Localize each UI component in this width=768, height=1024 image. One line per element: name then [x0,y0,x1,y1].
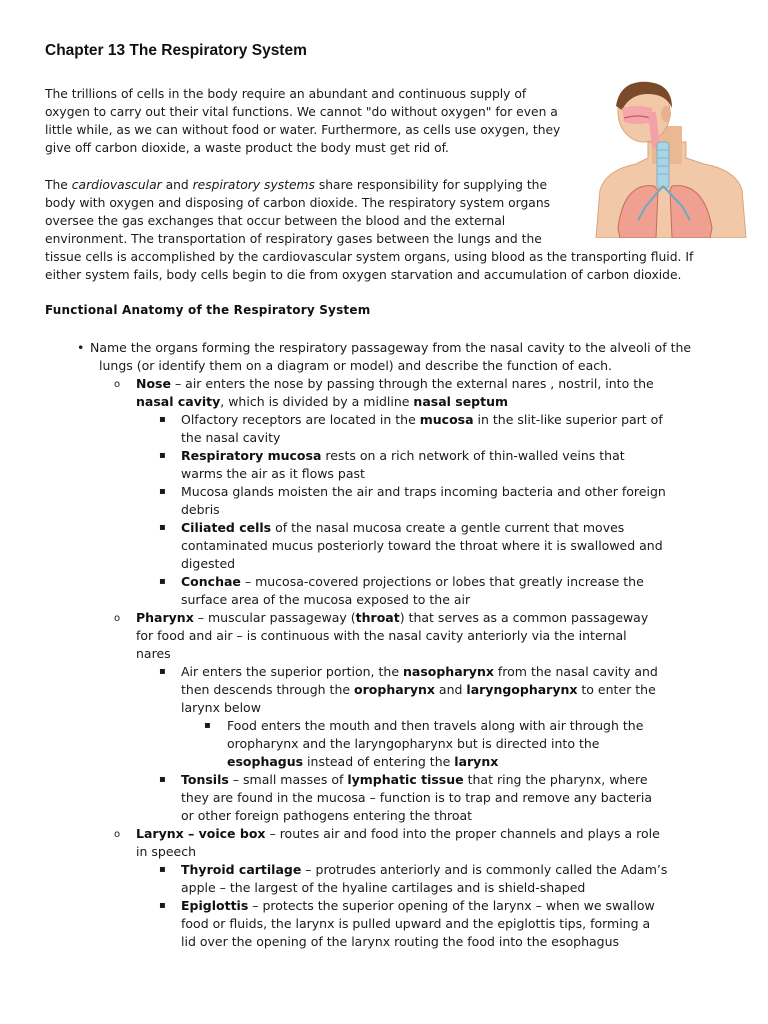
text-line: oversee the gas exchanges that occur between the blood and the external [45,214,506,228]
square-bullet-icon: ▪ [159,900,166,911]
list-item: ▪ Thyroid cartilage – protrudes anteriorly and is commonly called the Adam’s apple – the largest of the hyaline cartilages and is shield-shaped [159,862,668,895]
text-line: give off carbon dioxide, a waste product the body must get rid of. [45,141,449,155]
list-item: ▪ Air enters the superior portion, the nasopharynx from the nasal cavity and then descends through the oropharynx and laryngopharynx to enter the larynx below [159,664,658,715]
text-line: tissue cells is accomplished by the cardiovascular system organs, using blood as the transporting fluid. If [45,250,694,264]
square-bullet-icon: ▪ [159,414,166,425]
square-bullet-icon: ▪ [159,666,166,677]
square-bullet-icon: ▪ [159,522,166,533]
section-heading: Functional Anatomy of the Respiratory System [45,303,371,317]
list-item: ▪ Food enters the mouth and then travels along with air through the oropharynx and the laryngopharynx but is directed into the esophagus instead of entering the larynx [204,718,644,769]
text-line: either system fails, body cells begin to die from oxygen starvation and accumulation of carbon dioxide. [45,268,682,282]
outline-list [0,339,768,951]
text-line: body with oxygen and disposing of carbon dioxide. The respiratory system organs [45,196,551,210]
bullet-icon: • [77,340,85,355]
systems-paragraph [45,176,745,284]
text-line: environment. The transportation of respiratory gases between the lungs and the [45,232,542,246]
list-item: ▪ Tonsils – small masses of lymphatic tissue that ring the pharynx, where they are found in the mucosa – function is to trap and remove any bacteria or other foreign pathogens entering the throat [159,772,653,823]
text-line: The cardiovascular and respiratory systems share responsibility for supplying the [45,178,548,192]
list-item: ▪ Mucosa glands moisten the air and traps incoming bacteria and other foreign debris [159,484,666,517]
square-bullet-icon: ▪ [159,864,166,875]
list-item: ▪ Conchae – mucosa-covered projections or lobes that greatly increase the surface area of the mucosa exposed to the air [159,574,644,607]
list-item: ▪ Olfactory receptors are located in the mucosa in the slit-like superior part of the nasal cavity [159,412,663,445]
square-bullet-icon: ▪ [159,576,166,587]
list-item: ▪ Ciliated cells of the nasal mucosa create a gentle current that moves contaminated mucus posteriorly toward the throat where it is swallowed and digested [159,520,663,571]
text-line: little while, as we can without food or water. Furthermore, as cells use oxygen, they [45,123,561,137]
list-item: ▪ Respiratory mucosa rests on a rich network of thin-walled veins that warms the air as it flows past [159,448,625,481]
list-item-objective: • Name the organs forming the respiratory passageway from the nasal cavity to the alveoli of the lungs (or identify them on a diagram or model) and describe the function of each. [77,340,692,373]
list-item-pharynx: o Pharynx – muscular passageway (throat) that serves as a common passageway for food and air – is continuous with the nasal cavity anteriorly via the internal nares [114,610,649,661]
square-bullet-icon: ▪ [159,774,166,785]
page-title: Chapter 13 The Respiratory System [45,42,307,59]
circle-bullet-icon: o [114,379,121,390]
square-bullet-icon: ▪ [159,450,166,461]
text-line: The trillions of cells in the body require an abundant and continuous supply of [45,87,527,101]
list-item-larynx: o Larynx – voice box – routes air and food into the proper channels and plays a role in speech [114,826,660,859]
text-line: oxygen to carry out their vital functions. We cannot "do without oxygen" for even a [45,105,558,119]
circle-bullet-icon: o [114,829,121,840]
list-item: ▪ Epiglottis – protects the superior opening of the larynx – when we swallow food or fluids, the larynx is pulled upward and the epiglottis tips, forming a lid over the opening of the larynx routing the food into the esophagus [159,898,655,949]
circle-bullet-icon: o [114,613,121,624]
list-item-nose: o Nose – air enters the nose by passing through the external nares , nostril, into the nasal cavity, which is divided by a midline nasal septum [114,376,654,409]
square-bullet-icon: ▪ [159,486,166,497]
intro-paragraph [45,85,585,157]
square-bullet-icon: ▪ [204,720,211,731]
